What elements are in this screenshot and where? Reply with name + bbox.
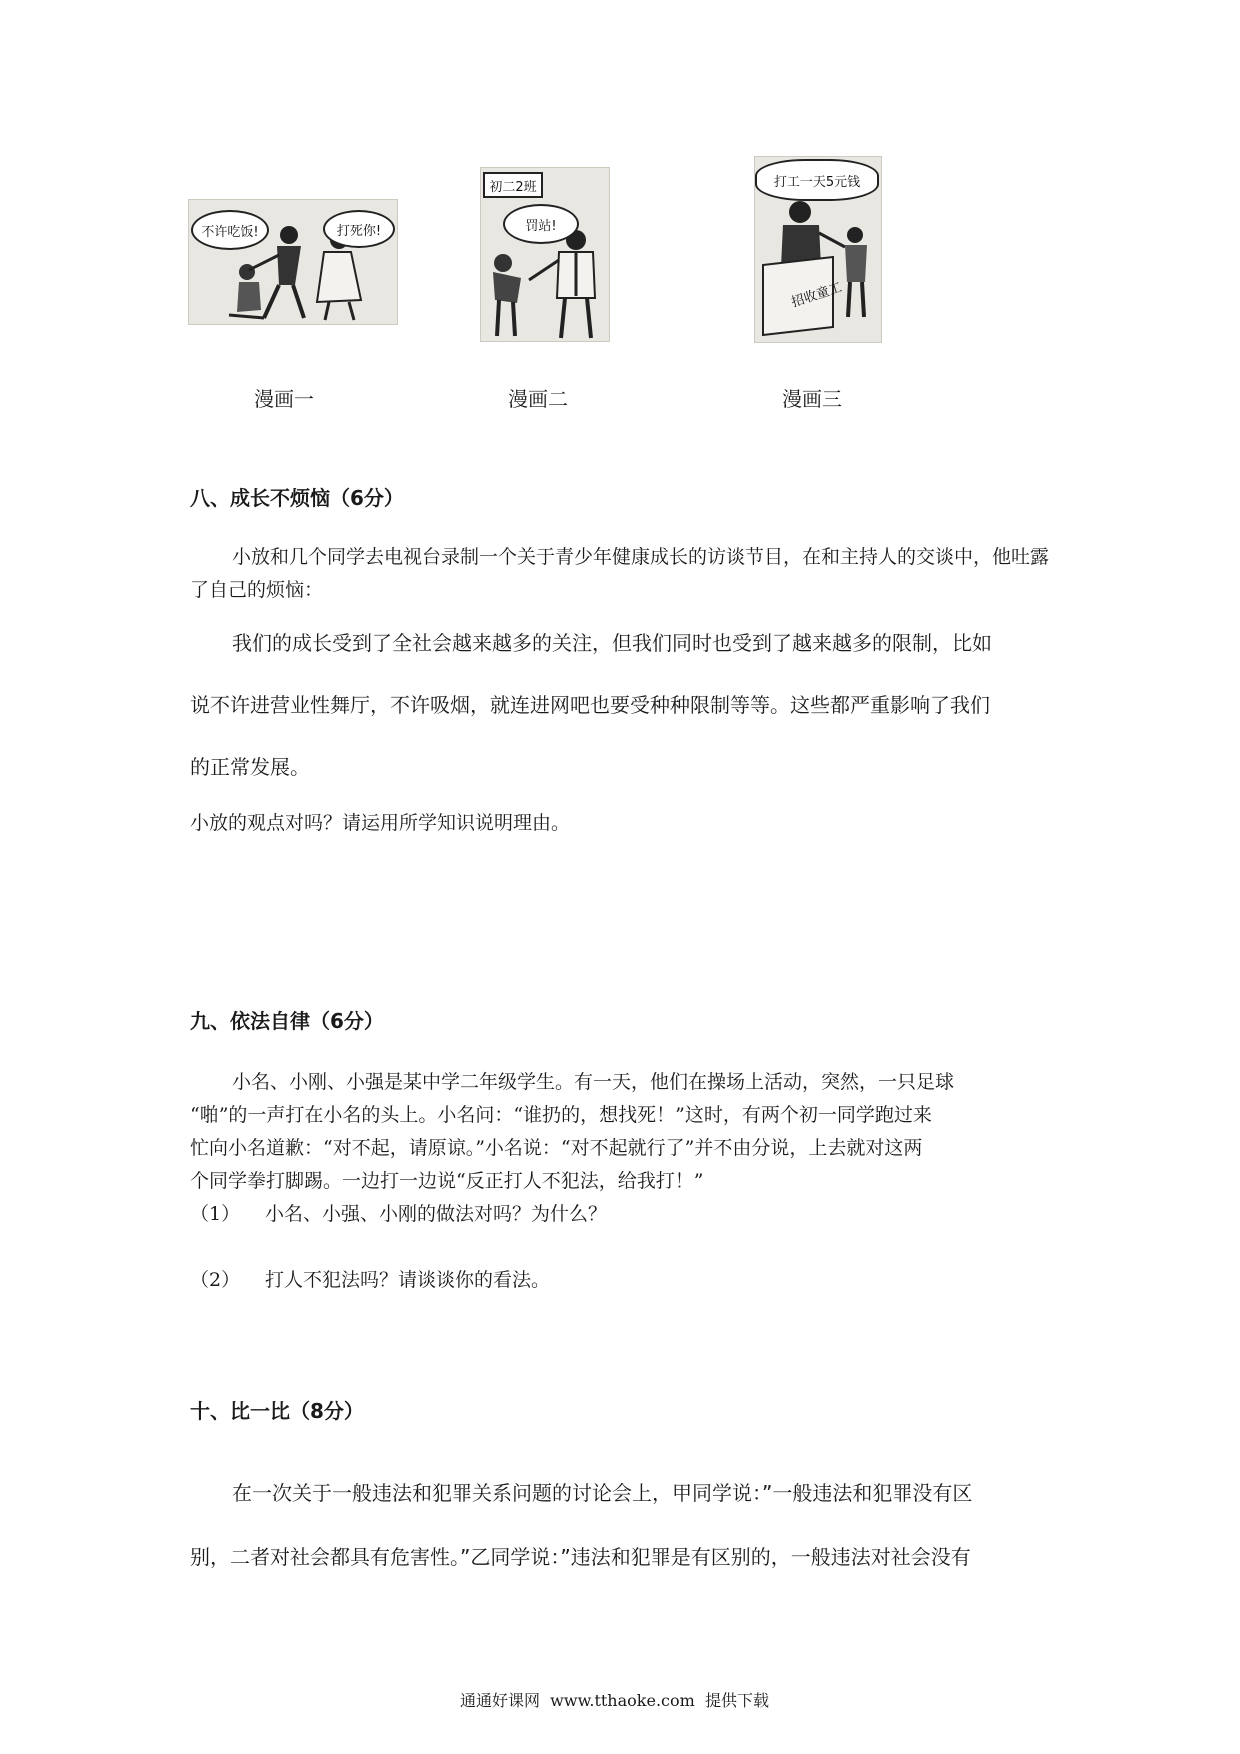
cartoon-3-speech-bubble: 打工一天5元钱 (755, 159, 879, 201)
page-footer: 通通好课网 www.tthaoke.com 提供下载 (460, 1691, 769, 1710)
cartoon-1-speech-bubble-left: 不许吃饭! (191, 210, 269, 250)
section-10-line-1: 在一次关于一般违法和犯罪关系问题的讨论会上，甲同学说：”一般违法和犯罪没有区 (232, 1481, 973, 1505)
section-9-heading: 九、依法自律（6分） (190, 1009, 384, 1033)
cartoon-1-caption: 漫画一 (254, 387, 314, 411)
section-9-line-1: 小名、小刚、小强是某中学二年级学生。有一天，他们在操场上活动，突然，一只足球 (232, 1071, 955, 1093)
section-8-quote-line-2: 说不许进营业性舞厅，不许吸烟，就连进网吧也要受种种限制等等。这些都严重影响了我们 (190, 693, 990, 717)
section-9-q2: 打人不犯法吗？请谈谈你的看法。 (265, 1269, 551, 1291)
cartoon-2-image (480, 167, 610, 342)
section-8-heading: 八、成长不烦恼（6分） (190, 486, 404, 510)
section-9-q2-number: （2） (190, 1269, 241, 1291)
cartoon-3-caption: 漫画三 (782, 387, 842, 411)
section-8-quote-line-3: 的正常发展。 (190, 755, 310, 779)
section-8-question: 小放的观点对吗？请运用所学知识说明理由。 (190, 812, 571, 834)
cartoon-3-desk-sign: 招收童工 (789, 279, 844, 311)
section-10-heading: 十、比一比（8分） (190, 1399, 364, 1423)
cartoon-2-class-sign: 初二2班 (483, 172, 543, 198)
cartoon-1-speech-bubble-right: 打死你! (323, 210, 395, 248)
cartoon-1-image (188, 199, 398, 325)
section-8-quote-line-1: 我们的成长受到了全社会越来越多的关注，但我们同时也受到了越来越多的限制，比如 (232, 631, 992, 655)
cartoon-2-speech-bubble: 罚站! (503, 204, 579, 244)
cartoon-2-caption: 漫画二 (508, 387, 568, 411)
section-8-intro: 小放和几个同学去电视台录制一个关于青少年健康成长的访谈节目，在和主持人的交谈中，他吐露了自己的烦恼： (190, 546, 1050, 601)
section-9-line-3: 忙向小名道歉：“对不起，请原谅。”小名说：“对不起就行了”并不由分说，上去就对这两 (190, 1137, 923, 1159)
cartoon-3-image (754, 156, 882, 343)
section-9-q1: 小名、小强、小刚的做法对吗？为什么？ (265, 1203, 608, 1225)
section-9-line-2: “啪”的一声打在小名的头上。小名问：“谁扔的，想找死！”这时，有两个初一同学跑过来 (190, 1104, 932, 1126)
section-9-q1-number: （1） (190, 1203, 241, 1225)
section-9-line-4: 个同学拳打脚踢。一边打一边说“反正打人不犯法，给我打！” (190, 1170, 704, 1192)
section-10-line-2: 别，二者对社会都具有危害性。”乙同学说：”违法和犯罪是有区别的，一般违法对社会没有 (190, 1545, 971, 1569)
